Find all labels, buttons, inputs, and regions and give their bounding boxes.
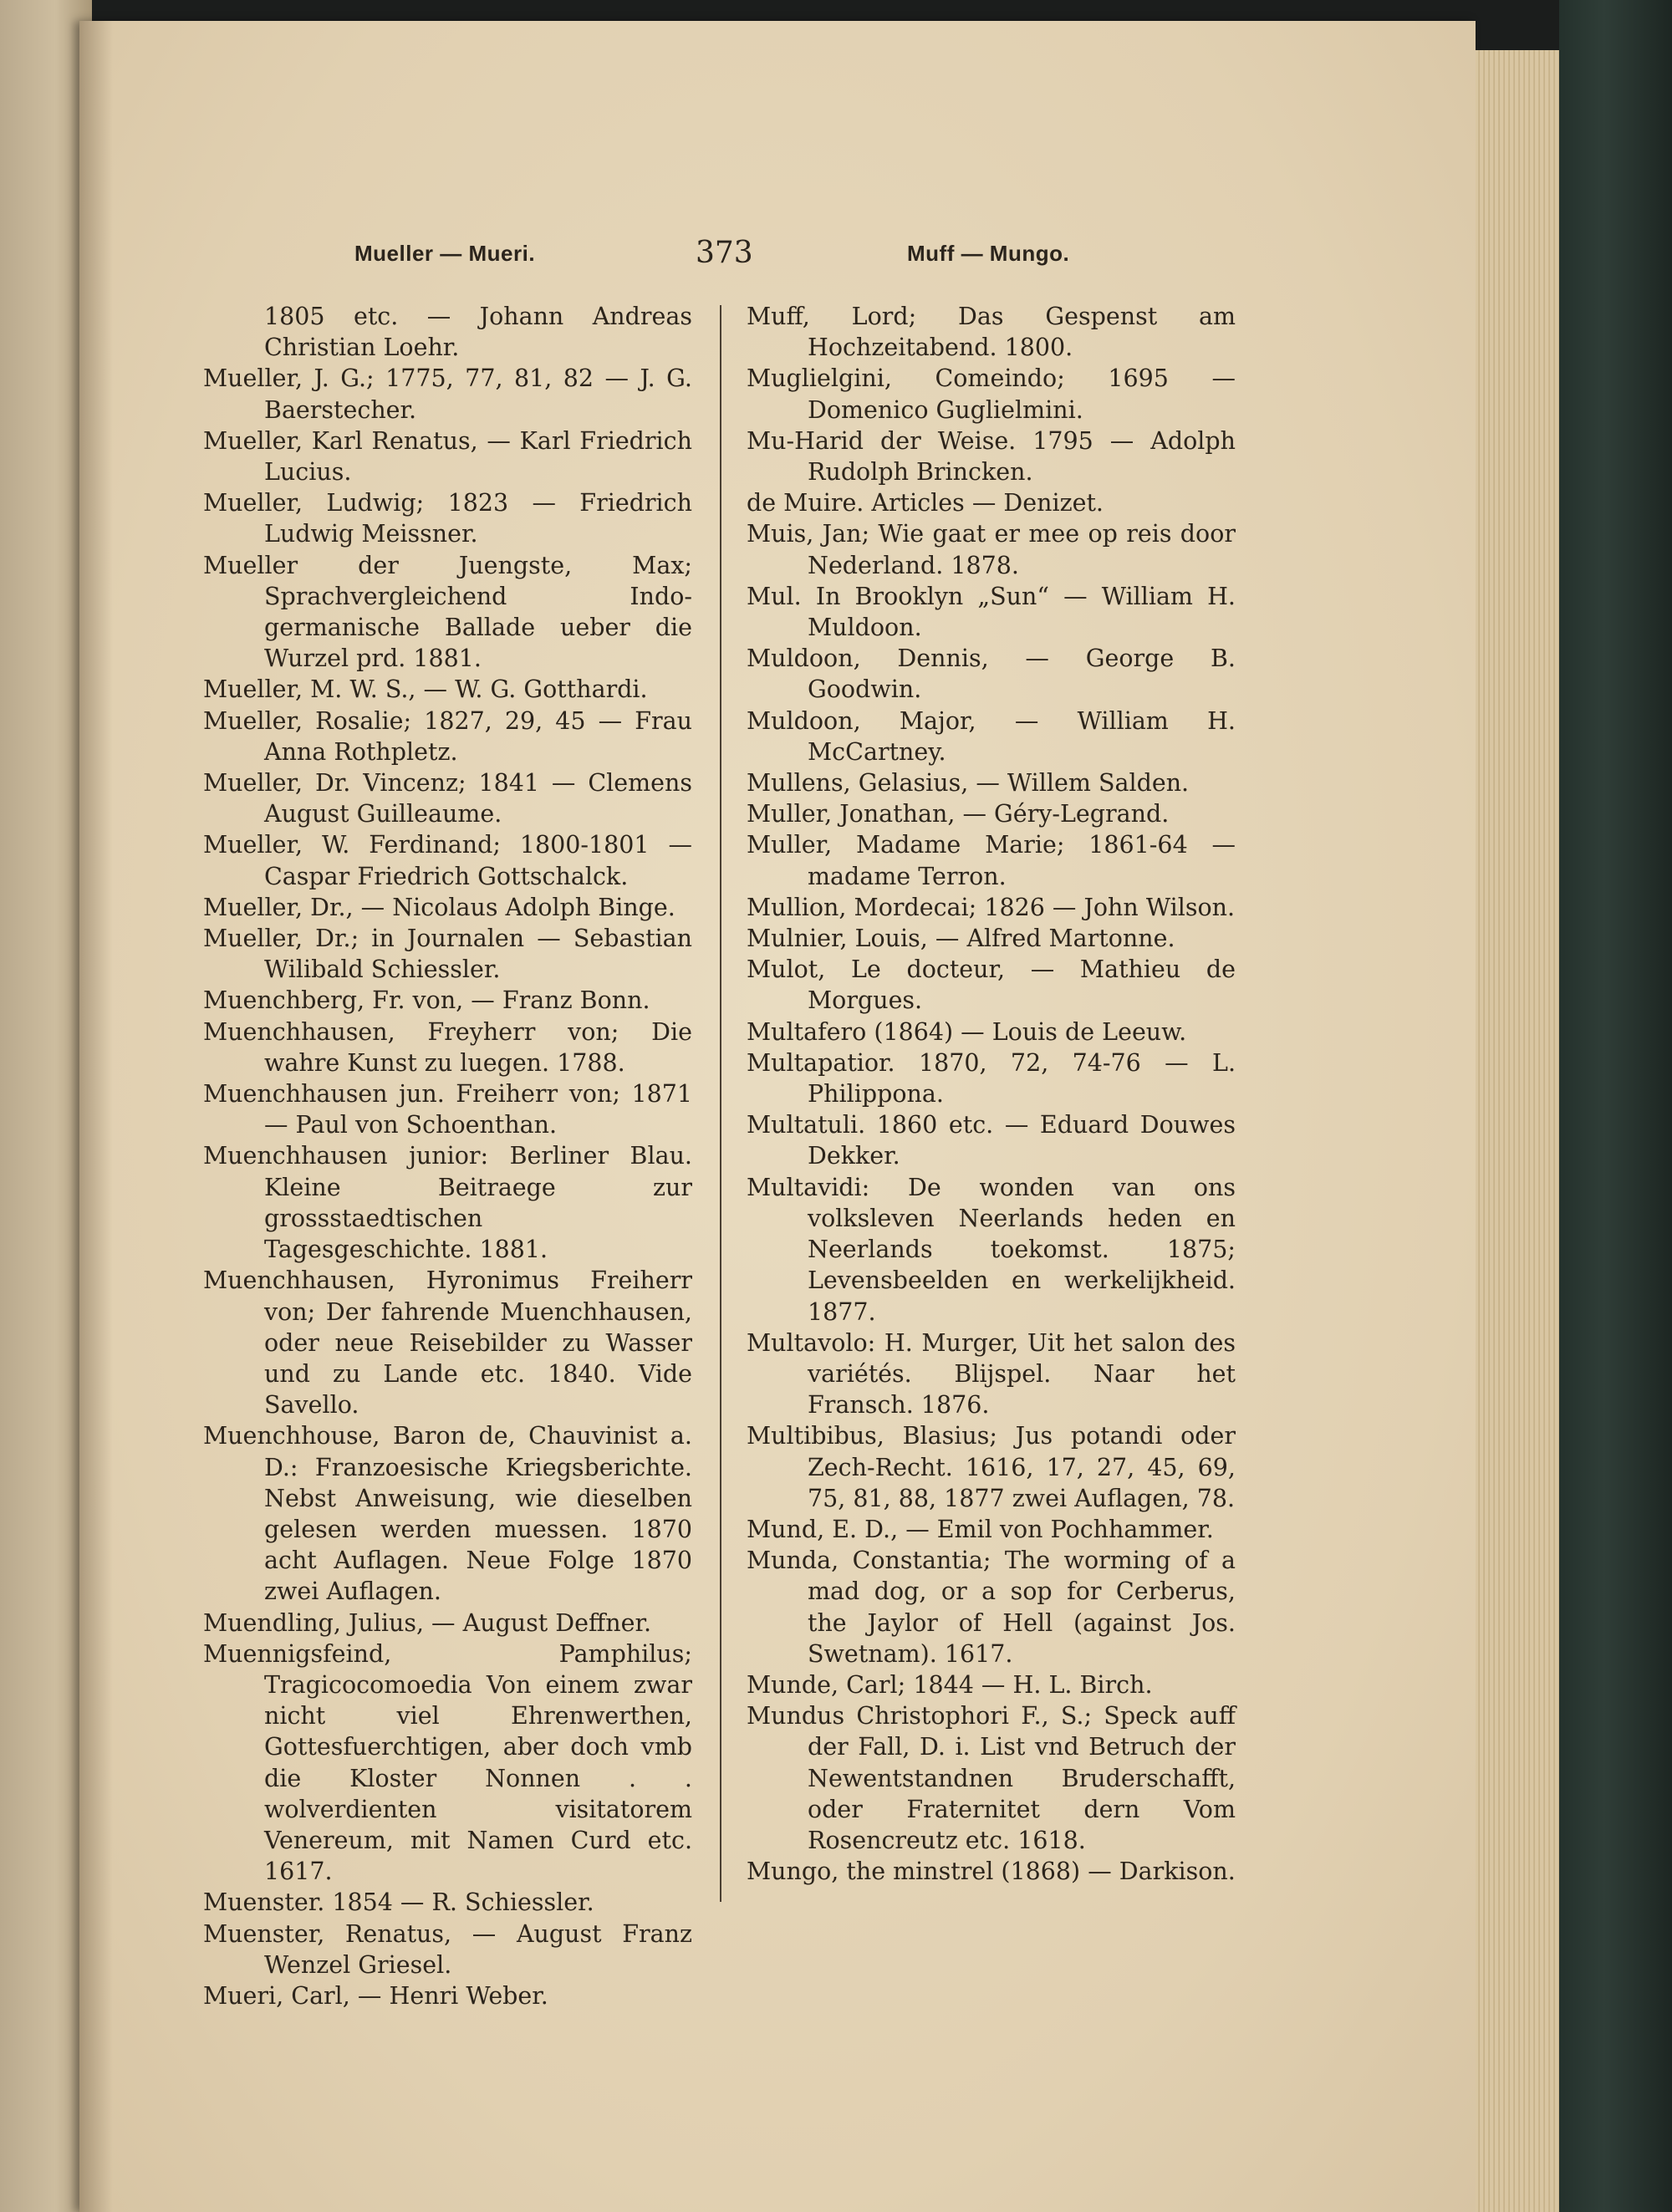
book-cover — [1559, 0, 1672, 2212]
index-entry: Muenchhouse, Baron de, Chauvinist a. D.: Franzoesische Kriegsberichte. Nebst Anweisung, wie dieselben gelesen werden muessen. 1870 acht Auflagen. Neue Folge 1870 zwei Auflagen. — [203, 1422, 692, 1606]
index-entry: Mueller, Rosalie; 1827, 29, 45 — Frau Anna Rothpletz. — [203, 706, 692, 766]
index-entry: Multatuli. 1860 etc. — Eduard Douwes Dekker. — [747, 1111, 1236, 1170]
index-entry: Mulot, Le docteur, — Mathieu de Morgues. — [747, 956, 1236, 1015]
index-entry: Muglielgini, Comeindo; 1695 — Domenico Guglielmini. — [747, 364, 1236, 424]
index-entry: Muenchhausen jun. Freiherr von; 1871 — Paul von Schoenthan. — [203, 1080, 692, 1139]
left-column — [203, 301, 692, 2011]
index-entry: Mundus Christophori F., S.; Speck auff der Fall, D. i. List vnd Betruch der Newentstandnen Bruderschafft, oder Fraternitet dern Vom Rosencreutz etc. 1618. — [747, 1702, 1236, 1854]
index-entry: Muendling, Julius, — August Deffner. — [203, 1608, 652, 1637]
index-entry: Muis, Jan; Wie gaat er mee op reis door Nederland. 1878. — [747, 520, 1236, 579]
index-entry: Muldoon, Dennis, — George B. Goodwin. — [747, 645, 1236, 704]
index-entry: de Muire. Articles — Denizet. — [747, 489, 1104, 517]
index-entry: Mul. In Brooklyn „Sun“ — William H. Muldoon. — [747, 582, 1236, 642]
index-entry: Mueller, Ludwig; 1823 — Friedrich Ludwig Meissner. — [203, 489, 692, 548]
index-entry: Mueller, M. W. S., — W. G. Gotthardi. — [203, 675, 648, 704]
index-entry: Mund, E. D., — Emil von Pochhammer. — [747, 1515, 1214, 1543]
index-entry: Muenchberg, Fr. von, — Franz Bonn. — [203, 986, 650, 1015]
index-entry: Muldoon, Major, — William H. McCartney. — [747, 706, 1236, 766]
index-entry: Mueller, Dr. Vincenz; 1841 — Clemens August Guilleaume. — [203, 769, 692, 828]
index-entry: Muenster, Renatus, — August Franz Wenzel Griesel. — [203, 1919, 692, 1979]
left-running-head: Mueller — Mueri. — [354, 241, 536, 266]
page-edges — [1476, 50, 1559, 2212]
index-entry: Mu-Harid der Weise. 1795 — Adolph Rudolph Brincken. — [747, 426, 1236, 487]
index-entry: Multavidi: De wonden van ons volksleven Neerlands heden en Neerlands toekomst. 1875; Levensbeelden en werkelijkheid. 1877. — [747, 1173, 1236, 1326]
index-entry: Mueller der Juengste, Max; Sprachvergleichend Indo-germanische Ballade ueber die Wurzel prd. 1881. — [203, 551, 692, 673]
index-entry: Mueri, Carl, — Henri Weber. — [203, 1981, 548, 2010]
index-entry: Mullens, Gelasius, — Willem Salden. — [747, 769, 1190, 798]
index-entry: Multapatior. 1870, 72, 74-76 — L. Philippona. — [747, 1048, 1236, 1109]
right-running-head: Muff — Mungo. — [907, 241, 1070, 266]
left-page-edge — [0, 0, 92, 2212]
index-entry: Muff, Lord; Das Gespenst am Hochzeitabend. 1800. — [747, 303, 1236, 362]
index-entry: Mueller, Karl Renatus, — Karl Friedrich Lucius. — [203, 426, 692, 487]
index-entry: Multafero (1864) — Louis de Leeuw. — [747, 1017, 1187, 1046]
index-entry: Mueller, Dr.; in Journalen — Sebastian Wilibald Schiessler. — [203, 925, 692, 984]
index-entry: 1805 etc. — Johann Andreas Christian Loehr. — [264, 303, 692, 362]
index-entry: Multavolo: H. Murger, Uit het salon des variétés. Blijspel. Naar het Fransch. 1876. — [747, 1328, 1236, 1419]
index-entry: Mullion, Mordecai; 1826 — John Wilson. — [747, 893, 1236, 921]
index-entry: Muennigsfeind, Pamphilus; Tragicocomoedia Von einem zwar nicht viel Ehrenwerthen, Gottesfuerchtigen, aber doch vmb die Kloster Nonnen . . wolverdienten visitatorem Venereum, mit Namen Curd etc. 1617. — [203, 1639, 692, 1886]
index-entry: Muller, Madame Marie; 1861-64 — madame Terron. — [747, 831, 1236, 890]
column-divider — [720, 305, 721, 1902]
index-entry: Mueller, J. G.; 1775, 77, 81, 82 — J. G. Baerstecher. — [203, 364, 692, 424]
gutter-shadow — [79, 21, 113, 2212]
index-entry: Mueller, Dr., — Nicolaus Adolph Binge. — [203, 893, 675, 921]
index-entry: Munda, Constantia; The worming of a mad dog, or a sop for Cerberus, the Jaylor of Hell (against Jos. Swetnam). 1617. — [747, 1547, 1236, 1668]
index-entry: Muenchhausen junior: Berliner Blau. Kleine Beitraege zur grossstaedtischen Tagesgeschichte. 1881. — [203, 1142, 692, 1264]
index-entry: Muller, Jonathan, — Géry-Legrand. — [747, 800, 1170, 828]
index-entry: Mungo, the minstrel (1868) — Darkison. — [747, 1858, 1236, 1886]
right-column — [747, 301, 1236, 1887]
index-entry: Muenchhausen, Hyronimus Freiherr von; Der fahrende Muenchhausen, oder neue Reisebilder zu Wasser und zu Lande etc. 1840. Vide Savello. — [203, 1267, 692, 1419]
index-entry: Muenchhausen, Freyherr von; Die wahre Kunst zu luegen. 1788. — [203, 1017, 692, 1077]
index-entry: Multibibus, Blasius; Jus potandi oder Zech-Recht. 1616, 17, 27, 45, 69, 75, 81, 88, 1877 zwei Auflagen, 78. — [747, 1422, 1236, 1512]
index-entry: Mulnier, Louis, — Alfred Martonne. — [747, 925, 1175, 953]
page-number: 373 — [696, 236, 753, 270]
index-entry: Muenster. 1854 — R. Schiessler. — [203, 1888, 594, 1917]
index-entry: Munde, Carl; 1844 — H. L. Birch. — [747, 1670, 1153, 1699]
page-header — [0, 236, 1672, 274]
index-entry: Mueller, W. Ferdinand; 1800-1801 — Caspar Friedrich Gottschalck. — [203, 831, 692, 890]
